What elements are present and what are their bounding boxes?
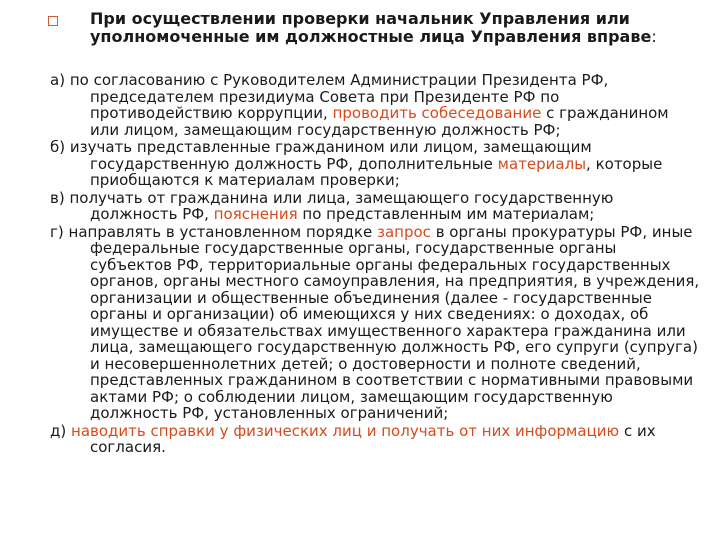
- item-text: по согласованию с Руководителем Администрации Президента РФ, председателем президиума Совета при Президенте РФ по противодействию коррупции,: [69, 71, 609, 122]
- item-highlight: материалы: [497, 154, 587, 173]
- item-highlight: запрос: [376, 222, 431, 241]
- item-marker: в): [50, 188, 65, 207]
- list-item-g: [50, 224, 700, 422]
- item-marker: б): [50, 138, 66, 156]
- item-text: получать от гражданина или лица, замещающего государственную должность РФ,: [69, 188, 614, 223]
- item-highlight: наводить справки у физических лиц и получать от них информацию: [71, 421, 620, 440]
- divider-line: [0, 481, 720, 483]
- item-text-after: в органы прокуратуры РФ, иные федеральные государственные органы, государственные органы субъектов РФ, территориальные органы федеральных государственных органов, органы местного самоуправления, на предприятия, в учреждения, организации и общественные объединения (далее - государственные органы и организации) об имеющихся у них сведениях: о доходах, об имуществе и обязательствах имущественного характера гражданина или лица, замещающего государственную должность РФ, его супруги (супруга) и несовершеннолетних детей; о достоверности и полноте сведений, представленных гражданином в соответствии с нормативными правовыми актами РФ; о соблюдении лицом, замещающим государственную должность РФ, установленных ограничений;: [90, 222, 700, 422]
- item-marker: а): [50, 71, 66, 89]
- item-highlight: проводить собеседование: [332, 104, 542, 122]
- item-marker: д): [50, 421, 67, 440]
- item-highlight: пояснения: [213, 205, 298, 223]
- heading: [90, 10, 700, 46]
- item-text-after: с гражданином или лицом, замещающим государственную должность РФ;: [90, 104, 669, 139]
- item-text-after: с их согласия.: [90, 421, 656, 456]
- item-marker: г): [50, 222, 64, 241]
- heading-text: При осуществлении проверки начальник Управления или уполномоченные им должностные лица Управления вправе: [90, 9, 652, 46]
- list-item-v: [50, 190, 700, 223]
- heading-colon: :: [651, 27, 657, 46]
- item-text: направлять в установленном порядке: [68, 222, 373, 241]
- list-item-a: [50, 72, 700, 138]
- list-item-b: [50, 139, 700, 189]
- provisions-list: [50, 72, 700, 457]
- item-text-after: , которые приобщаются к материалам проверки;: [90, 154, 663, 189]
- list-item-d: [50, 423, 700, 456]
- item-text-after: по представленным им материалам;: [302, 205, 595, 223]
- hollow-square-bullet-icon: [48, 16, 58, 26]
- item-text: изучать представленные гражданином или лицом, замещающим государственную должность РФ, дополнительные: [69, 138, 592, 173]
